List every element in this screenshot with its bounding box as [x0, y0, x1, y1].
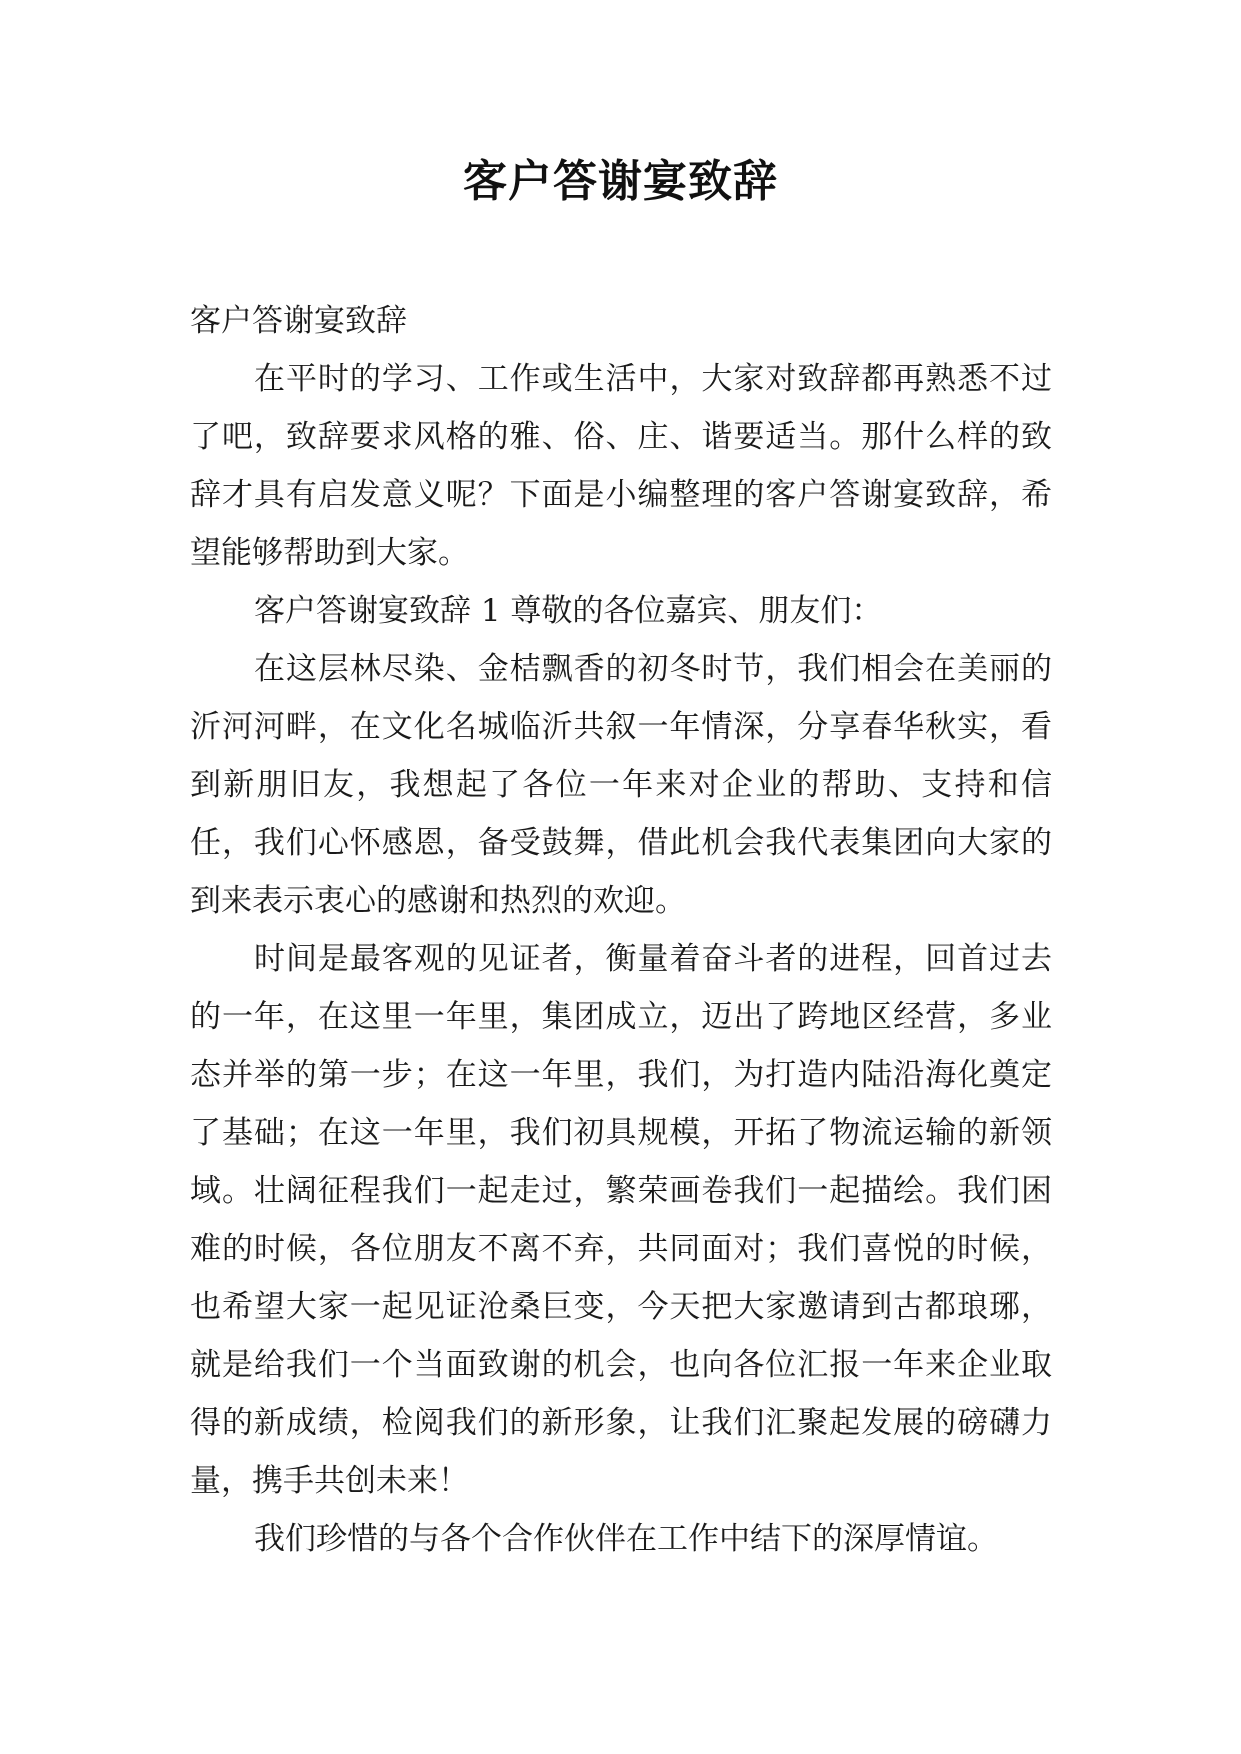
paragraph-closing: 我们珍惜的与各个合作伙伴在工作中结下的深厚情谊。: [254, 1521, 998, 1557]
document-subtitle: 客户答谢宴致辞: [190, 303, 407, 339]
document-body: [190, 292, 1052, 1568]
document-title: 客户答谢宴致辞: [463, 156, 778, 207]
paragraph-intro: 在平时的学习、工作或生活中，大家对致辞都再熟悉不过了吧，致辞要求风格的雅、俗、庄、谐要适当。那什么样的致辞才具有启发意义呢？下面是小编整理的客户答谢宴致辞，希望能够帮助到大家。: [190, 361, 1052, 571]
paragraph-welcome: 在这层林尽染、金桔飘香的初冬时节，我们相会在美丽的沂河河畔，在文化名城临沂共叙一年情深，分享春华秋实，看到新朋旧友，我想起了各位一年来对企业的帮助、支持和信任，我们心怀感恩，备受鼓舞，借此机会我代表集团向大家的到来表示衷心的感谢和热烈的欢迎。: [190, 651, 1052, 919]
paragraph-review: 时间是最客观的见证者，衡量着奋斗者的进程，回首过去的一年，在这里一年里，集团成立，迈出了跨地区经营，多业态并举的第一步；在这一年里，我们，为打造内陆沿海化奠定了基础；在这一年里，我们初具规模，开拓了物流运输的新领域。壮阔征程我们一起走过，繁荣画卷我们一起描绘。我们困难的时候，各位朋友不离不弃，共同面对；我们喜悦的时候，也希望大家一起见证沧桑巨变，今天把大家邀请到古都琅琊，就是给我们一个当面致谢的机会，也向各位汇报一年来企业取得的新成绩，检阅我们的新形象，让我们汇聚起发展的磅礴力量，携手共创未来！: [190, 941, 1052, 1499]
paragraph-salutation: 客户答谢宴致辞 1 尊敬的各位嘉宾、朋友们：: [254, 593, 883, 629]
